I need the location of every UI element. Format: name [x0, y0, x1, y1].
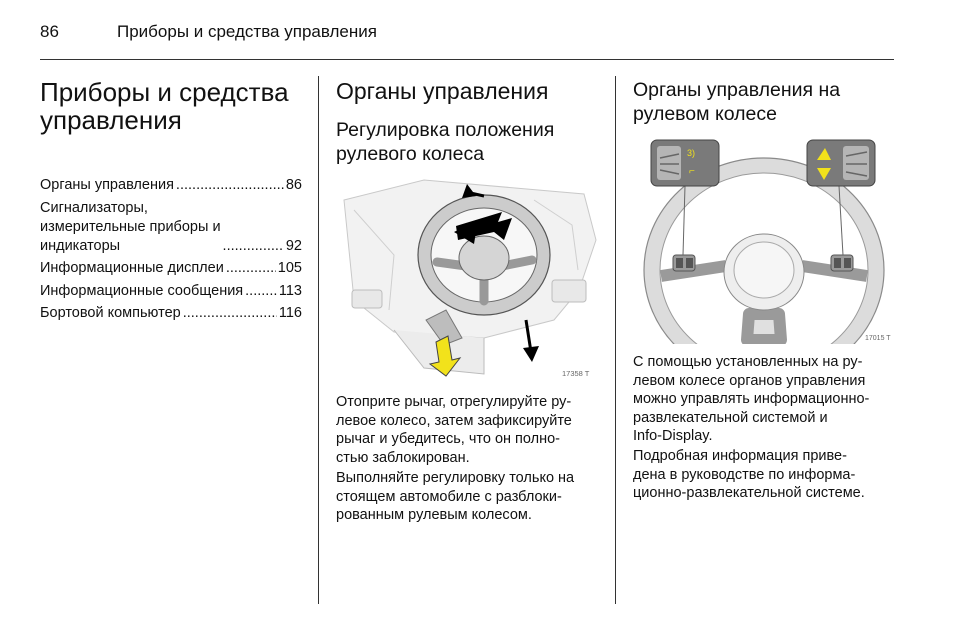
toc-leader-dots — [176, 176, 284, 195]
toc-entry[interactable] — [40, 259, 302, 278]
toc-entry-page: 116 — [278, 305, 302, 321]
steering-controls-heading: Органы управления на рулевом колесе — [633, 79, 841, 125]
table-of-contents — [40, 176, 302, 327]
svg-text:3): 3) — [687, 148, 696, 158]
steering-adjustment-figure — [334, 170, 602, 382]
steering-wheel-controls-figure — [631, 134, 897, 344]
header-rule — [40, 59, 894, 60]
toc-entry-text: Бортовой компьютер — [40, 305, 181, 321]
paragraph: Выполняйте регулировку только на стоящем автомобиле с разблоки- рованным рулевым колесом. — [336, 470, 575, 523]
toc-entry-text: Информационные дисплеи — [40, 260, 224, 276]
svg-text:⌐: ⌐ — [689, 166, 695, 177]
steering-adjust-subheading: Регулировка положения рулевого колеса — [336, 119, 555, 165]
paragraph: С помощью установленных на ру- левом колесе органов управления можно управлять информационно- развлекательной системой и Info-Display. — [633, 354, 870, 444]
figure-id: 17358 T — [562, 369, 590, 378]
toc-entry-page: 105 — [277, 260, 302, 276]
column-divider-2 — [615, 76, 616, 604]
toc-leader-dots — [183, 304, 277, 323]
figure-id: 17015 T — [865, 335, 891, 342]
toc-entry-page: 113 — [278, 282, 302, 299]
section-title: Приборы и средства управления — [40, 77, 289, 135]
toc-entry[interactable] — [40, 199, 302, 256]
controls-heading: Органы управления — [336, 78, 549, 104]
toc-entry[interactable] — [40, 304, 302, 323]
toc-entry[interactable] — [40, 176, 302, 195]
toc-entry-text: Информационные сообщения — [40, 282, 244, 299]
toc-entry[interactable] — [40, 282, 302, 301]
toc-entry-page: 92 — [285, 237, 302, 254]
toc-entry-text: Сигнализаторы, измерительные приборы и индикаторы — [40, 199, 221, 254]
toc-leader-dots — [223, 237, 284, 256]
running-header: Приборы и средства управления — [117, 22, 377, 41]
page-number: 86 — [40, 22, 59, 41]
paragraph: Подробная информация приве- дена в руководстве по информа- ционно-развлекательной системе. — [633, 448, 865, 501]
toc-leader-dots — [226, 259, 276, 278]
toc-entry-page: 86 — [285, 177, 302, 193]
paragraph: Отоприте рычаг, отрегулируйте ру- левое колесо, затем зафиксируйте рычаг и убедитесь, что он полно- стью заблокирован. — [336, 394, 572, 466]
toc-entry-text: Органы управления — [40, 177, 174, 193]
toc-leader-dots — [245, 282, 277, 301]
column-divider-1 — [318, 76, 319, 604]
